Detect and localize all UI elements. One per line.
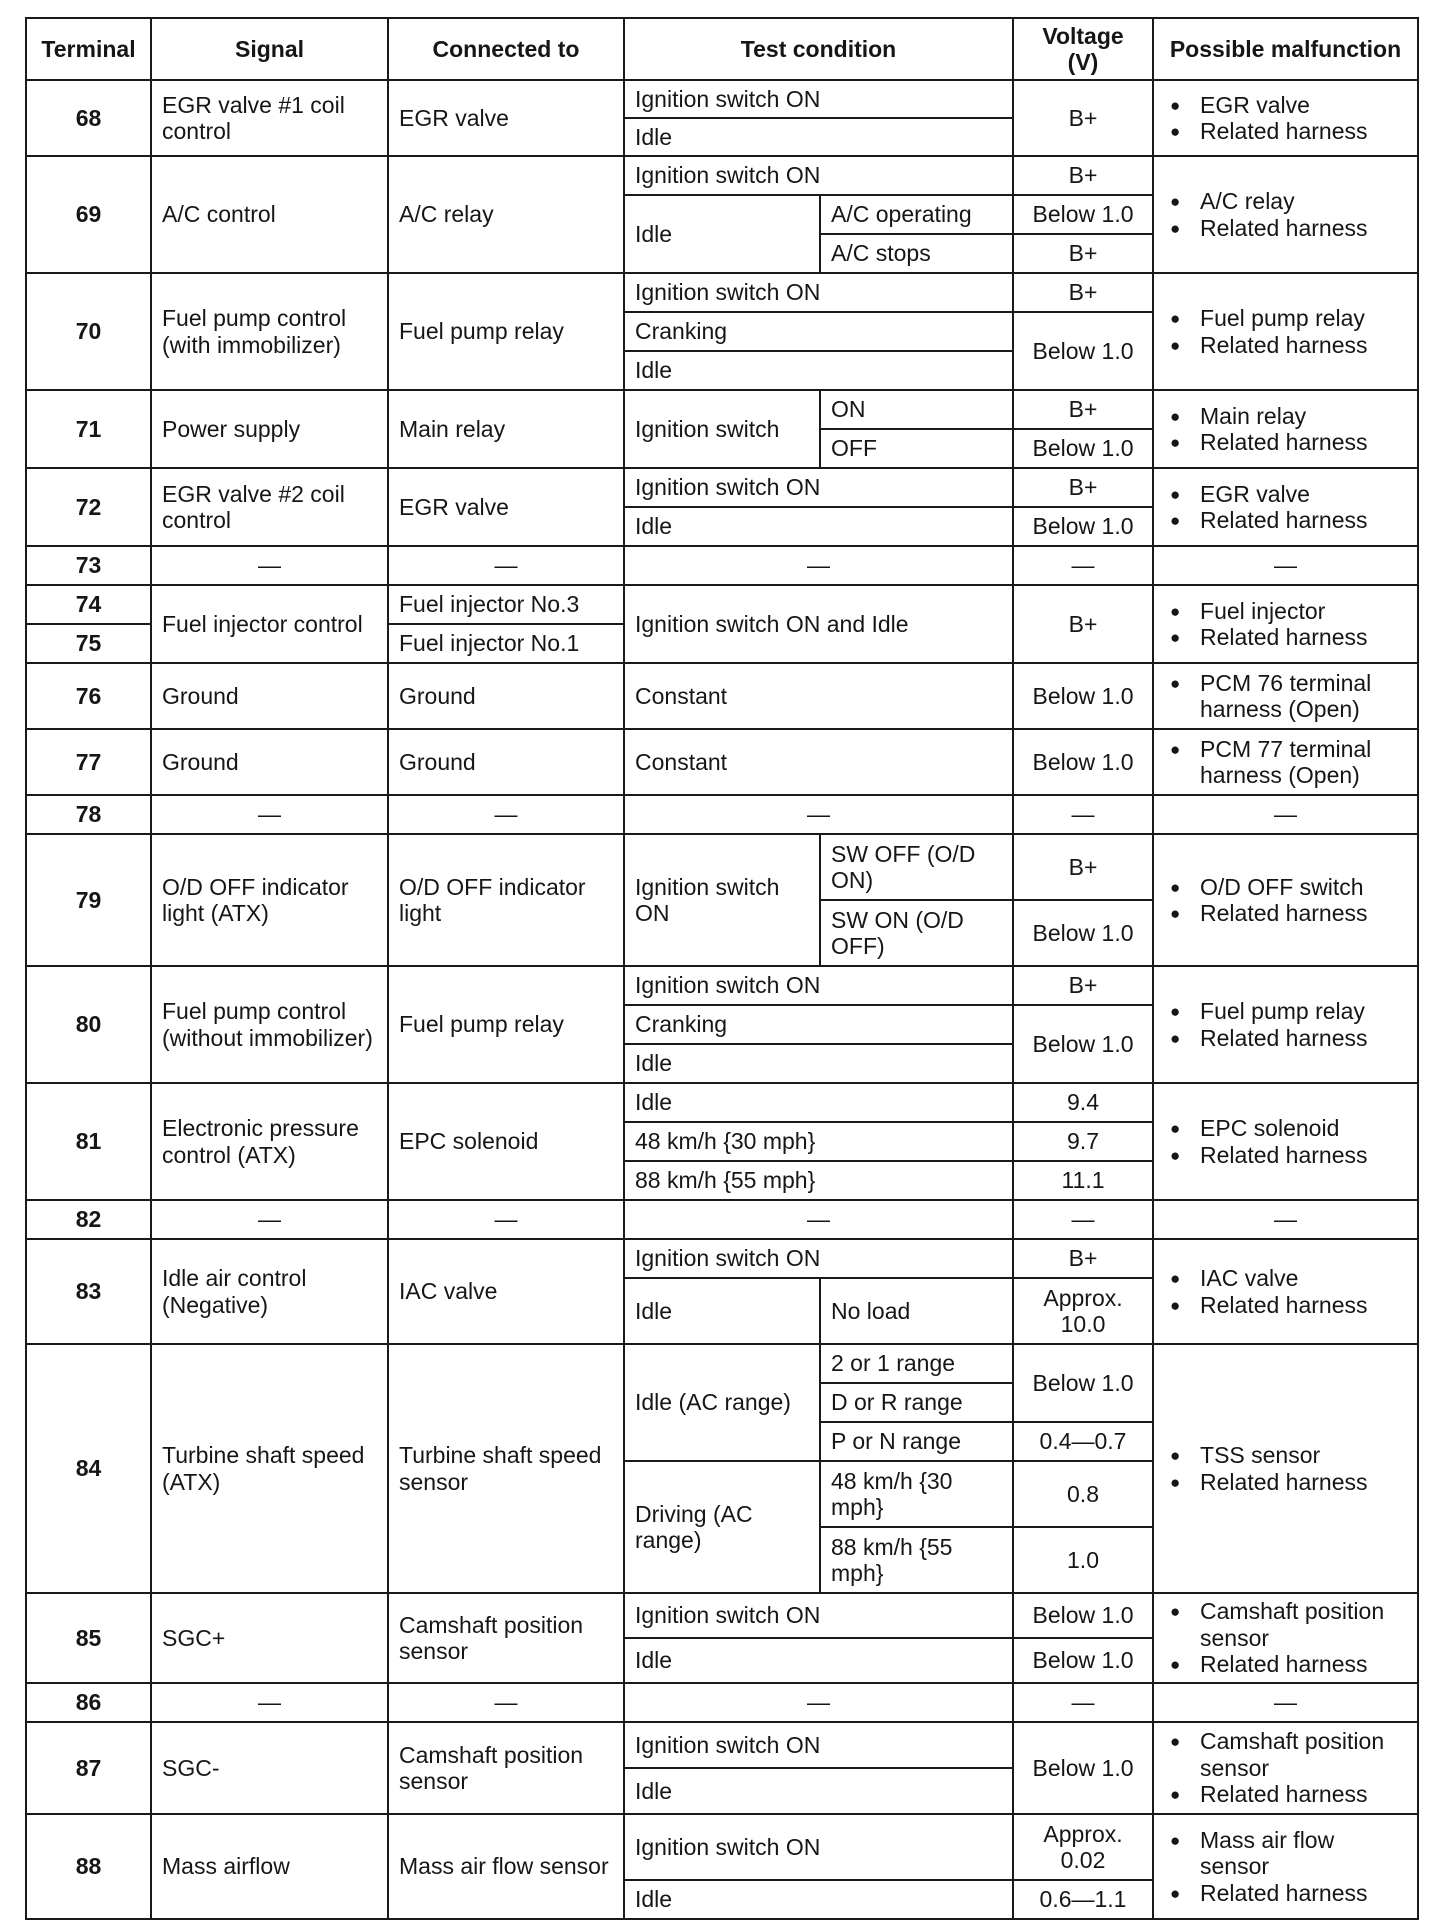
table-row <box>26 1814 1418 1880</box>
terminal-number: 69 <box>26 156 151 273</box>
malfunction-cell <box>1153 156 1418 273</box>
table-row <box>26 1683 1418 1722</box>
voltage-cell: Below 1.0 <box>1013 663 1153 729</box>
malfunction-cell <box>1153 1814 1418 1919</box>
terminal-number: 76 <box>26 663 151 729</box>
sub-condition-cell: 48 km/h {30 mph} <box>820 1461 1013 1527</box>
malfunction-cell <box>1153 1344 1418 1593</box>
terminal-number: 85 <box>26 1593 151 1683</box>
voltage-cell: B+ <box>1013 234 1153 273</box>
voltage-cell: Below 1.0 <box>1013 195 1153 234</box>
page <box>25 17 1417 1913</box>
signal-cell: Fuel injector control <box>151 585 388 663</box>
empty-dash: — <box>151 1200 388 1239</box>
signal-cell: Turbine shaft speed (ATX) <box>151 1344 388 1593</box>
voltage-cell: B+ <box>1013 966 1153 1005</box>
signal-cell: A/C control <box>151 156 388 273</box>
signal-cell: Mass airflow <box>151 1814 388 1919</box>
terminal-number: 71 <box>26 390 151 468</box>
sub-condition-cell: A/C stops <box>820 234 1013 273</box>
connected-cell: O/D OFF indicator light <box>388 834 624 966</box>
malfunction-item: ● Related harness <box>1200 1781 1407 1807</box>
connected-cell: EGR valve <box>388 80 624 156</box>
table-row <box>26 1200 1418 1239</box>
voltage-cell: Below 1.0 <box>1013 507 1153 546</box>
malfunction-item: ● IAC valve <box>1200 1265 1407 1291</box>
malfunction-cell <box>1153 729 1418 795</box>
condition-cell: Idle <box>624 507 1013 546</box>
voltage-cell: Below 1.0 <box>1013 900 1153 966</box>
empty-dash: — <box>1153 1683 1418 1722</box>
voltage-cell: 0.8 <box>1013 1461 1153 1527</box>
malfunction-cell <box>1153 1083 1418 1200</box>
signal-cell: SGC+ <box>151 1593 388 1683</box>
sub-condition-cell: ON <box>820 390 1013 429</box>
connected-cell: EPC solenoid <box>388 1083 624 1200</box>
voltage-cell: 0.6—1.1 <box>1013 1880 1153 1919</box>
malfunction-item: ● Related harness <box>1200 624 1407 650</box>
header-terminal: Terminal <box>26 18 151 80</box>
malfunction-item: ● Related harness <box>1200 1651 1407 1677</box>
table-row <box>26 585 1418 624</box>
table-row <box>26 729 1418 795</box>
signal-cell: Fuel pump control (with immobilizer) <box>151 273 388 390</box>
voltage-cell: B+ <box>1013 390 1153 429</box>
malfunction-item: ● Fuel pump relay <box>1200 998 1407 1024</box>
connected-cell: Camshaft position sensor <box>388 1722 624 1814</box>
voltage-cell: Approx. 0.02 <box>1013 1814 1153 1880</box>
malfunction-item: ● Related harness <box>1200 429 1407 455</box>
sub-condition-cell: No load <box>820 1278 1013 1344</box>
header-connected-to: Connected to <box>388 18 624 80</box>
empty-dash: — <box>388 1683 624 1722</box>
condition-cell: 88 km/h {55 mph} <box>624 1161 1013 1200</box>
malfunction-item: ● Camshaft position sensor <box>1200 1598 1407 1651</box>
empty-dash: — <box>1153 546 1418 585</box>
voltage-cell: 11.1 <box>1013 1161 1153 1200</box>
terminal-number: 88 <box>26 1814 151 1919</box>
malfunction-cell <box>1153 585 1418 663</box>
table-row <box>26 795 1418 834</box>
malfunction-cell <box>1153 1593 1418 1683</box>
malfunction-cell <box>1153 1722 1418 1814</box>
connected-cell: Mass air flow sensor <box>388 1814 624 1919</box>
table-row <box>26 1593 1418 1638</box>
signal-cell: EGR valve #2 coil control <box>151 468 388 546</box>
malfunction-item: ● Related harness <box>1200 118 1407 144</box>
header-test-condition: Test condition <box>624 18 1013 80</box>
voltage-cell: Below 1.0 <box>1013 1638 1153 1683</box>
empty-dash: — <box>1153 795 1418 834</box>
signal-cell: Fuel pump control (without immobilizer) <box>151 966 388 1083</box>
table-row <box>26 663 1418 729</box>
signal-cell: SGC- <box>151 1722 388 1814</box>
terminal-number: 81 <box>26 1083 151 1200</box>
voltage-cell: B+ <box>1013 80 1153 156</box>
condition-cell: 48 km/h {30 mph} <box>624 1122 1013 1161</box>
empty-dash: — <box>151 1683 388 1722</box>
voltage-cell: Below 1.0 <box>1013 1722 1153 1814</box>
condition-cell: Idle <box>624 1083 1013 1122</box>
signal-cell: Idle air control (Negative) <box>151 1239 388 1344</box>
header-voltage: Voltage (V) <box>1013 18 1153 80</box>
table-row <box>26 80 1418 118</box>
condition-cell: Ignition switch ON <box>624 1722 1013 1768</box>
connected-cell: Ground <box>388 729 624 795</box>
condition-cell: Idle <box>624 351 1013 390</box>
condition-cell: Ignition switch <box>624 390 820 468</box>
condition-cell: Cranking <box>624 312 1013 351</box>
sub-condition-cell: OFF <box>820 429 1013 468</box>
sub-condition-cell: SW ON (O/D OFF) <box>820 900 1013 966</box>
connected-cell: Main relay <box>388 390 624 468</box>
connected-cell: Fuel pump relay <box>388 273 624 390</box>
malfunction-item: ● Related harness <box>1200 507 1407 533</box>
condition-cell: Ignition switch ON <box>624 1814 1013 1880</box>
malfunction-item: ● PCM 76 terminal harness (Open) <box>1200 670 1407 723</box>
empty-dash: — <box>624 795 1013 834</box>
table-row <box>26 468 1418 507</box>
empty-dash: — <box>388 546 624 585</box>
terminal-number: 87 <box>26 1722 151 1814</box>
signal-cell: Electronic pressure control (ATX) <box>151 1083 388 1200</box>
sub-condition-cell: 2 or 1 range <box>820 1344 1013 1383</box>
malfunction-item: ● Main relay <box>1200 403 1407 429</box>
condition-cell: Ignition switch ON <box>624 834 820 966</box>
terminal-number: 75 <box>26 624 151 663</box>
voltage-cell: 0.4—0.7 <box>1013 1422 1153 1461</box>
empty-dash: — <box>624 1683 1013 1722</box>
terminal-number: 77 <box>26 729 151 795</box>
table-row <box>26 273 1418 312</box>
malfunction-cell <box>1153 80 1418 156</box>
voltage-cell: Approx. 10.0 <box>1013 1278 1153 1344</box>
table-row <box>26 156 1418 195</box>
table-row <box>26 1239 1418 1278</box>
connected-cell: EGR valve <box>388 468 624 546</box>
malfunction-item: ● O/D OFF switch <box>1200 874 1407 900</box>
table-row <box>26 1344 1418 1383</box>
terminal-number: 80 <box>26 966 151 1083</box>
voltage-cell: 9.7 <box>1013 1122 1153 1161</box>
sub-condition-cell: P or N range <box>820 1422 1013 1461</box>
malfunction-cell <box>1153 663 1418 729</box>
terminal-number: 82 <box>26 1200 151 1239</box>
connected-cell: Fuel injector No.3 <box>388 585 624 624</box>
voltage-cell: B+ <box>1013 156 1153 195</box>
condition-cell: Idle <box>624 1880 1013 1919</box>
malfunction-item: ● Fuel pump relay <box>1200 305 1407 331</box>
header-possible-malfunction: Possible malfunction <box>1153 18 1418 80</box>
malfunction-item: ● Related harness <box>1200 215 1407 241</box>
condition-cell: Cranking <box>624 1005 1013 1044</box>
table-row <box>26 390 1418 429</box>
malfunction-item: ● Related harness <box>1200 332 1407 358</box>
malfunction-cell <box>1153 834 1418 966</box>
condition-cell: Ignition switch ON <box>624 966 1013 1005</box>
terminal-number: 78 <box>26 795 151 834</box>
sub-condition-cell: A/C operating <box>820 195 1013 234</box>
malfunction-cell <box>1153 390 1418 468</box>
malfunction-item: ● Related harness <box>1200 1292 1407 1318</box>
malfunction-cell <box>1153 273 1418 390</box>
empty-dash: — <box>624 1200 1013 1239</box>
condition-cell: Constant <box>624 663 1013 729</box>
condition-cell: Ignition switch ON <box>624 468 1013 507</box>
empty-dash: — <box>1153 1200 1418 1239</box>
voltage-cell: B+ <box>1013 1239 1153 1278</box>
voltage-cell: Below 1.0 <box>1013 729 1153 795</box>
condition-cell: Idle <box>624 195 820 273</box>
terminal-voltage-table <box>25 17 1419 1920</box>
connected-cell: Ground <box>388 663 624 729</box>
condition-cell: Idle (AC range) <box>624 1344 820 1461</box>
terminal-number: 83 <box>26 1239 151 1344</box>
malfunction-item: ● PCM 77 terminal harness (Open) <box>1200 736 1407 789</box>
signal-cell: O/D OFF indicator light (ATX) <box>151 834 388 966</box>
condition-cell: Ignition switch ON <box>624 1239 1013 1278</box>
terminal-number: 74 <box>26 585 151 624</box>
malfunction-item: ● A/C relay <box>1200 188 1407 214</box>
empty-dash: — <box>1013 546 1153 585</box>
malfunction-item: ● EGR valve <box>1200 92 1407 118</box>
voltage-cell: Below 1.0 <box>1013 1593 1153 1638</box>
voltage-cell: B+ <box>1013 585 1153 663</box>
signal-cell: Ground <box>151 729 388 795</box>
condition-cell: Driving (AC range) <box>624 1461 820 1593</box>
condition-cell: Ignition switch ON <box>624 1593 1013 1638</box>
connected-cell: Camshaft position sensor <box>388 1593 624 1683</box>
terminal-number: 70 <box>26 273 151 390</box>
malfunction-item: ● Related harness <box>1200 1025 1407 1051</box>
voltage-cell: Below 1.0 <box>1013 429 1153 468</box>
condition-cell: Ignition switch ON <box>624 156 1013 195</box>
voltage-cell: B+ <box>1013 273 1153 312</box>
terminal-number: 86 <box>26 1683 151 1722</box>
condition-cell: Idle <box>624 1768 1013 1814</box>
condition-cell: Idle <box>624 118 1013 156</box>
signal-cell: Power supply <box>151 390 388 468</box>
condition-cell: Ignition switch ON and Idle <box>624 585 1013 663</box>
table-row <box>26 546 1418 585</box>
condition-cell: Ignition switch ON <box>624 273 1013 312</box>
terminal-number: 68 <box>26 80 151 156</box>
empty-dash: — <box>151 546 388 585</box>
malfunction-cell <box>1153 468 1418 546</box>
table-row <box>26 1083 1418 1122</box>
voltage-cell: 1.0 <box>1013 1527 1153 1593</box>
terminal-number: 73 <box>26 546 151 585</box>
table-row <box>26 966 1418 1005</box>
voltage-cell: B+ <box>1013 468 1153 507</box>
signal-cell: EGR valve #1 coil control <box>151 80 388 156</box>
empty-dash: — <box>151 795 388 834</box>
condition-cell: Idle <box>624 1278 820 1344</box>
empty-dash: — <box>624 546 1013 585</box>
sub-condition-cell: SW OFF (O/D ON) <box>820 834 1013 900</box>
condition-cell: Constant <box>624 729 1013 795</box>
condition-cell: Idle <box>624 1044 1013 1083</box>
sub-condition-cell: D or R range <box>820 1383 1013 1422</box>
voltage-cell: Below 1.0 <box>1013 1344 1153 1422</box>
malfunction-item: ● TSS sensor <box>1200 1442 1407 1468</box>
terminal-number: 79 <box>26 834 151 966</box>
malfunction-item: ● EGR valve <box>1200 481 1407 507</box>
voltage-cell: B+ <box>1013 834 1153 900</box>
malfunction-item: ● Related harness <box>1200 900 1407 926</box>
table-row <box>26 1722 1418 1768</box>
connected-cell: A/C relay <box>388 156 624 273</box>
voltage-cell: Below 1.0 <box>1013 1005 1153 1083</box>
malfunction-item: ● Related harness <box>1200 1880 1407 1906</box>
sub-condition-cell: 88 km/h {55 mph} <box>820 1527 1013 1593</box>
connected-cell: Fuel injector No.1 <box>388 624 624 663</box>
empty-dash: — <box>388 1200 624 1239</box>
header-row <box>26 18 1418 80</box>
header-signal: Signal <box>151 18 388 80</box>
terminal-number: 84 <box>26 1344 151 1593</box>
signal-cell: Ground <box>151 663 388 729</box>
malfunction-item: ● Related harness <box>1200 1469 1407 1495</box>
connected-cell: Fuel pump relay <box>388 966 624 1083</box>
voltage-cell: 9.4 <box>1013 1083 1153 1122</box>
terminal-number: 72 <box>26 468 151 546</box>
condition-cell: Ignition switch ON <box>624 80 1013 118</box>
malfunction-cell <box>1153 966 1418 1083</box>
empty-dash: — <box>388 795 624 834</box>
malfunction-item: ● EPC solenoid <box>1200 1115 1407 1141</box>
condition-cell: Idle <box>624 1638 1013 1683</box>
malfunction-cell <box>1153 1239 1418 1344</box>
empty-dash: — <box>1013 1683 1153 1722</box>
voltage-cell: Below 1.0 <box>1013 312 1153 390</box>
malfunction-item: ● Mass air flow sensor <box>1200 1827 1407 1880</box>
empty-dash: — <box>1013 1200 1153 1239</box>
malfunction-item: ● Camshaft position sensor <box>1200 1728 1407 1781</box>
connected-cell: Turbine shaft speed sensor <box>388 1344 624 1593</box>
empty-dash: — <box>1013 795 1153 834</box>
table-row <box>26 834 1418 900</box>
malfunction-item: ● Fuel injector <box>1200 598 1407 624</box>
malfunction-item: ● Related harness <box>1200 1142 1407 1168</box>
connected-cell: IAC valve <box>388 1239 624 1344</box>
